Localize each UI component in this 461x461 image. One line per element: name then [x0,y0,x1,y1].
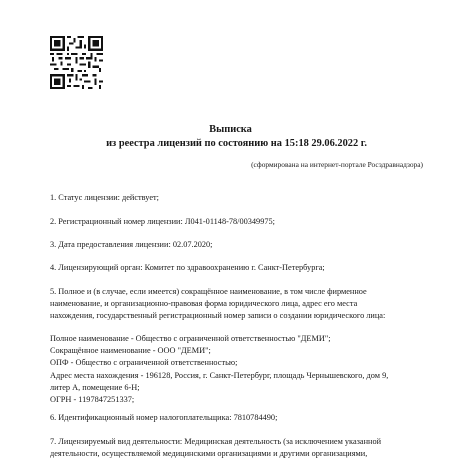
text-line: 5. Полное и (в случае, если имеется) сокращённое наименование, в том числе фирменное [50,287,367,296]
document-title: Выписка [209,124,252,135]
text-line: наименование, и организационно-правовая форма юридического лица, адрес его места [50,299,358,309]
short-name: Сокращённое наименование - ООО "ДЕМИ"; [50,346,211,356]
qr-code-icon [50,36,103,89]
registration-number: 2. Регистрационный номер лицензии: Л041-01148-78/00349975; [50,217,275,226]
legal-form: ОПФ - Общество с ограниченной ответственностью; [50,358,238,368]
text-line: деятельности, осуществляемой медицинскими организациями и другими организациями, [50,449,368,459]
license-status: 1. Статус лицензии: действует; [50,193,159,202]
text-line: 7. Лицензируемый вид деятельности: Медицинская деятельность (за исключением указанной [50,437,382,446]
address: Адрес места нахождения - 196128, Россия, г. Санкт-Петербург, площадь Чернышевского, дом 9, [50,370,389,380]
licensing-authority: 4. Лицензирующий орган: Комитет по здравоохранению г. Санкт-Петербурга; [50,263,325,272]
address-continued: литер А, помещение 6-Н; [50,382,140,392]
ogrn: ОГРН - 1197847251337; [50,395,135,405]
licensed-activity [50,436,422,460]
organization-name-intro [50,286,422,323]
text-line: нахождения, государственный регистрационный номер записи о создании юридического лица: [50,311,386,321]
portal-note: (сформирована на интернет-портале Росздравнадзора) [251,160,423,169]
organization-details [50,333,422,406]
issue-date: 3. Дата предоставления лицензии: 02.07.2020; [50,240,213,249]
document-subtitle: из реестра лицензий по состоянию на 15:18 29.06.2022 г. [106,138,367,149]
taxpayer-id: 6. Идентификационный номер налогоплательщика: 7810784490; [50,413,278,422]
full-name: Полное наименование - Общество с ограниченной ответственностью "ДЕМИ"; [50,334,331,343]
